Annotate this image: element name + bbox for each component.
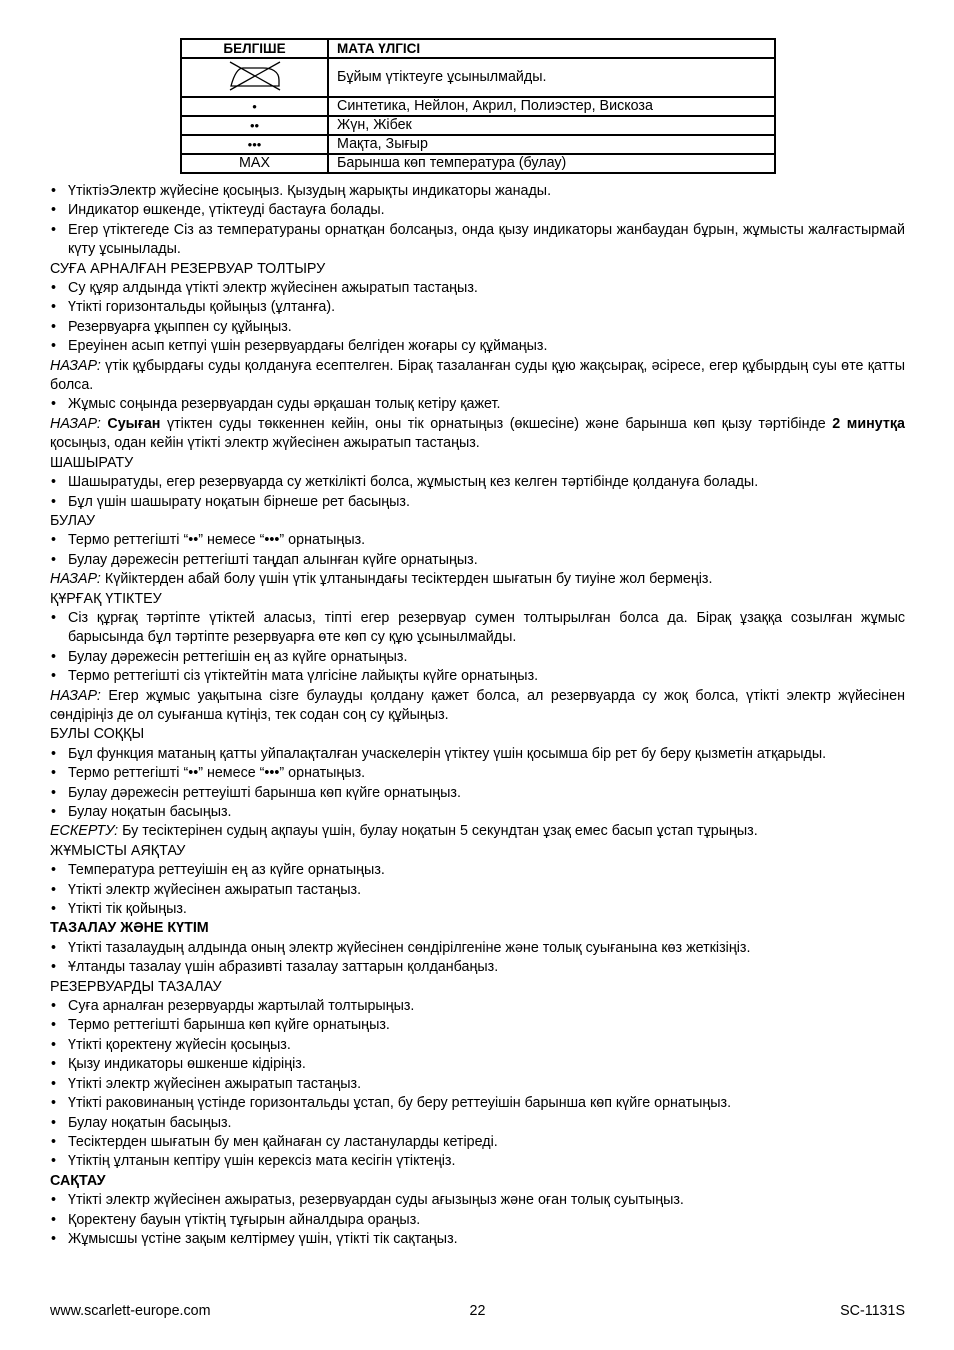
list-item: • Үтікті электр жүйесінен ажыратып тастаңыз. — [50, 1075, 905, 1094]
table-row — [181, 116, 775, 135]
list-item: • Үтікті раковинаның үстінде горизонтальды ұстап, бу беру реттеуішін барынша көп күйге орнатыңыз. — [50, 1094, 905, 1113]
list-item: • Бұл үшін шашырату ноқатын бірнеше рет басыңыз. — [50, 493, 905, 512]
table-row — [181, 97, 775, 116]
list-item: • Үтікті горизонтальды қойыңыз (ұлтанға). — [50, 298, 905, 317]
list-item: • Шашыратуды, егер резервуарда су жеткілікті болса, жұмыстың кез келген тәртібінде қолдануға болады. — [50, 473, 905, 492]
note-paragraph — [50, 687, 905, 726]
list-item: • Ұлтанды тазалау үшін абразивті тазалау заттарын қолданбаңыз. — [50, 958, 905, 977]
list-item: • Термо реттегішті барынша көп күйге орнатыңыз. — [50, 1016, 905, 1035]
page-footer — [50, 1303, 905, 1323]
section-heading-cleaning: ТАЗАЛАУ ЖӘНЕ КҮТІМ — [50, 920, 209, 937]
note-label: НАЗАР: — [50, 415, 101, 432]
note-text: Бу тесіктерінен судың ақпауы үшін, булау ноқатын 5 секундтан ұзақ емес басып ұстап тұрыңыз. — [118, 823, 758, 840]
footer-website: www.scarlett-europe.com — [50, 1303, 211, 1319]
fabric-cell: Барынша көп температура (булау) — [328, 154, 775, 173]
list-item: • Су құяр алдында үтікті электр жүйесінен ажыратып тастаңыз. — [50, 279, 905, 298]
column-header-symbol: БЕЛГІШЕ — [181, 39, 328, 58]
table-row — [181, 58, 775, 97]
list-item: • Бұл функция матаның қатты уйпалақталған учаскелерін үтіктеу үшін қосымша бір рет бу беру қызметін атқарыды. — [50, 745, 905, 764]
list-item: • Жұмысшы үстіне зақым келтірмеу үшін, үтікті тік сақтаңыз. — [50, 1230, 905, 1249]
section-heading-reservoir-cleaning: РЕЗЕРВУАРДЫ ТАЗАЛАУ — [50, 978, 222, 995]
iron-crossed-icon — [225, 59, 285, 91]
list-item: • Булау дәрежесін реттегішті таңдап алынған күйге орнатыңыз. — [50, 551, 905, 570]
section-heading-steam: БУЛАУ — [50, 512, 96, 529]
note-emphasis: Суыған — [107, 415, 161, 432]
fabric-cell: Синтетика, Нейлон, Акрил, Полиэстер, Вискоза — [328, 97, 775, 116]
column-header-fabric: МАТА ҮЛГІСІ — [328, 39, 775, 58]
note-text: Егер жұмыс уақытына сізге булауды қолдану қажет болса, ал резервуарда су жоқ болса, үтікті электр жүйесінен сөндіріңіз де ол суығанша күтіңіз, тек содан соң су құйыңыз. — [50, 687, 905, 723]
table-row — [181, 154, 775, 173]
list-item: • Индикатор өшкенде, үтіктеуді бастауға болады. — [50, 201, 905, 220]
symbol-cell — [181, 58, 328, 97]
list-item: • Қызу индикаторы өшкенше кідіріңіз. — [50, 1055, 905, 1074]
instructions-body — [50, 182, 905, 1249]
list-item: • Үтіктің ұлтанын кептіру үшін керексіз мата кесігін үтіктеңіз. — [50, 1152, 905, 1171]
note-paragraph — [50, 415, 905, 454]
list-item: • Резервуарға ұқыппен су құйыңыз. — [50, 318, 905, 337]
list-item: • Тесіктерден шығатын бу мен қайнаған су ластануларды кетіреді. — [50, 1133, 905, 1152]
symbol-cell: ••• — [181, 135, 328, 154]
footer-model: SC-1131S — [840, 1303, 905, 1319]
note-label: НАЗАР: — [50, 687, 101, 704]
note-text: үтік құбырдағы суды қолдануға есептелген. Бірақ тазаланған суды құю жақсырақ, әсіресе, егер құбырдың суы өте қатты болса. — [50, 357, 905, 394]
list-item: • Термо реттегішті сіз үтіктейтін мата үлгісіне лайықты күйге орнатыңыз. — [50, 667, 905, 686]
symbol-cell: • — [181, 97, 328, 116]
fabric-cell: Жүн, Жібек — [328, 116, 775, 135]
list-item: • Термо реттегішті “••” немесе “•••” орнатыңыз. — [50, 531, 905, 550]
note-paragraph — [50, 357, 905, 396]
list-item: • ҮтіктіэЭлектр жүйесіне қосыңыз. Қызудың жарықты индикаторы жанады. — [50, 182, 905, 201]
section-heading-spray: ШАШЫРАТУ — [50, 454, 134, 471]
list-item: • Термо реттегішті “••” немесе “•••” орнатыңыз. — [50, 764, 905, 783]
fabric-symbol-table — [180, 38, 776, 174]
symbol-cell: •• — [181, 116, 328, 135]
fabric-cell: Бұйым үтіктеуге ұсынылмайды. — [328, 58, 775, 97]
list-item: • Температура реттеуішін ең аз күйге орнатыңыз. — [50, 861, 905, 880]
note-text: Күйіктерден абай болу үшін үтік ұлтанындағы тесіктерден шығатын бу тиуіне жол бермеңіз. — [100, 571, 713, 588]
table-header-row — [181, 39, 775, 58]
list-item: • Қоректену бауын үтіктің тұғырын айналдыра ораңыз. — [50, 1211, 905, 1230]
fabric-cell: Мақта, Зығыр — [328, 135, 775, 154]
list-item: • Жұмыс соңында резервуардан суды әрқашан толық кетіру қажет. — [50, 395, 905, 414]
list-item: • Егер үтіктегеде Сіз аз температураны орнатқан болсаңыз, онда қызу индикаторы жанбаудан бұрын, жұмысты жалғастырмай күту ұсынылады. — [50, 221, 905, 260]
list-item: • Булау дәрежесін реттеуішті барынша көп күйге орнатыңыз. — [50, 784, 905, 803]
note-emphasis: 2 минутқа — [832, 415, 905, 432]
list-item: • Ереуінен асып кетпуі үшін резервуардағы белгіден жоғары су құймаңыз. — [50, 337, 905, 356]
note-label: НАЗАР: — [50, 571, 101, 588]
section-heading-finish: ЖҰМЫСТЫ АЯҚТАУ — [50, 842, 186, 859]
list-item: • Суға арналған резервуарды жартылай толтырыңыз. — [50, 997, 905, 1016]
list-item: • Булау ноқатын басыңыз. — [50, 1114, 905, 1133]
note-text: үтіктен суды төккеннен кейін, оны тік орнатыңыз (өкшесіне) және барынша көп қызу тәртібінде — [160, 415, 833, 432]
list-item: • Сіз құрғақ тәртіпте үтіктей аласыз, тіпті егер резервуар сумен толтырылған болса да. Бірақ ұзаққа созылған жұмыс барысында бұл тәртіпте резервуарға өте көп су құю ұсынылмайды. — [50, 609, 905, 648]
note-text: қосыңыз, одан кейін үтікті электр жүйесінен ажыратып тастаңыз. — [50, 435, 480, 452]
note-label: НАЗАР: — [50, 357, 101, 374]
symbol-cell: MAX — [181, 154, 328, 173]
note-label: ЕСКЕРТУ: — [50, 823, 119, 840]
section-heading-shot: БУЛЫ СОҚҚЫ — [50, 726, 145, 743]
footer-page-number: 22 — [469, 1303, 486, 1319]
list-item: • Үтікті тік қойыңыз. — [50, 900, 905, 919]
list-item: • Булау ноқатын басыңыз. — [50, 803, 905, 822]
list-item: • Үтікті қоректену жүйесін қосыңыз. — [50, 1036, 905, 1055]
note-paragraph — [50, 570, 905, 589]
list-item: • Булау дәрежесін реттегішін ең аз күйге орнатыңыз. — [50, 648, 905, 667]
table-row — [181, 135, 775, 154]
list-item: • Үтікті тазалаудың алдында оның электр жүйесінен сөндірілгеніне және толық суығанына көз жеткізіңіз. — [50, 939, 905, 958]
list-item: • Үтікті электр жүйесінен ажыратыз, резервуардан суды ағызыңыз және оған толық суытыңыз. — [50, 1191, 905, 1210]
list-item: • Үтікті электр жүйесінен ажыратып тастаңыз. — [50, 881, 905, 900]
note-paragraph — [50, 822, 905, 841]
section-heading-dry: ҚҰРҒАҚ ҮТІКТЕУ — [50, 590, 162, 607]
section-heading-storage: САҚТАУ — [50, 1172, 106, 1189]
section-heading-fill: СУҒА АРНАЛҒАН РЕЗЕРВУАР ТОЛТЫРУ — [50, 260, 326, 277]
